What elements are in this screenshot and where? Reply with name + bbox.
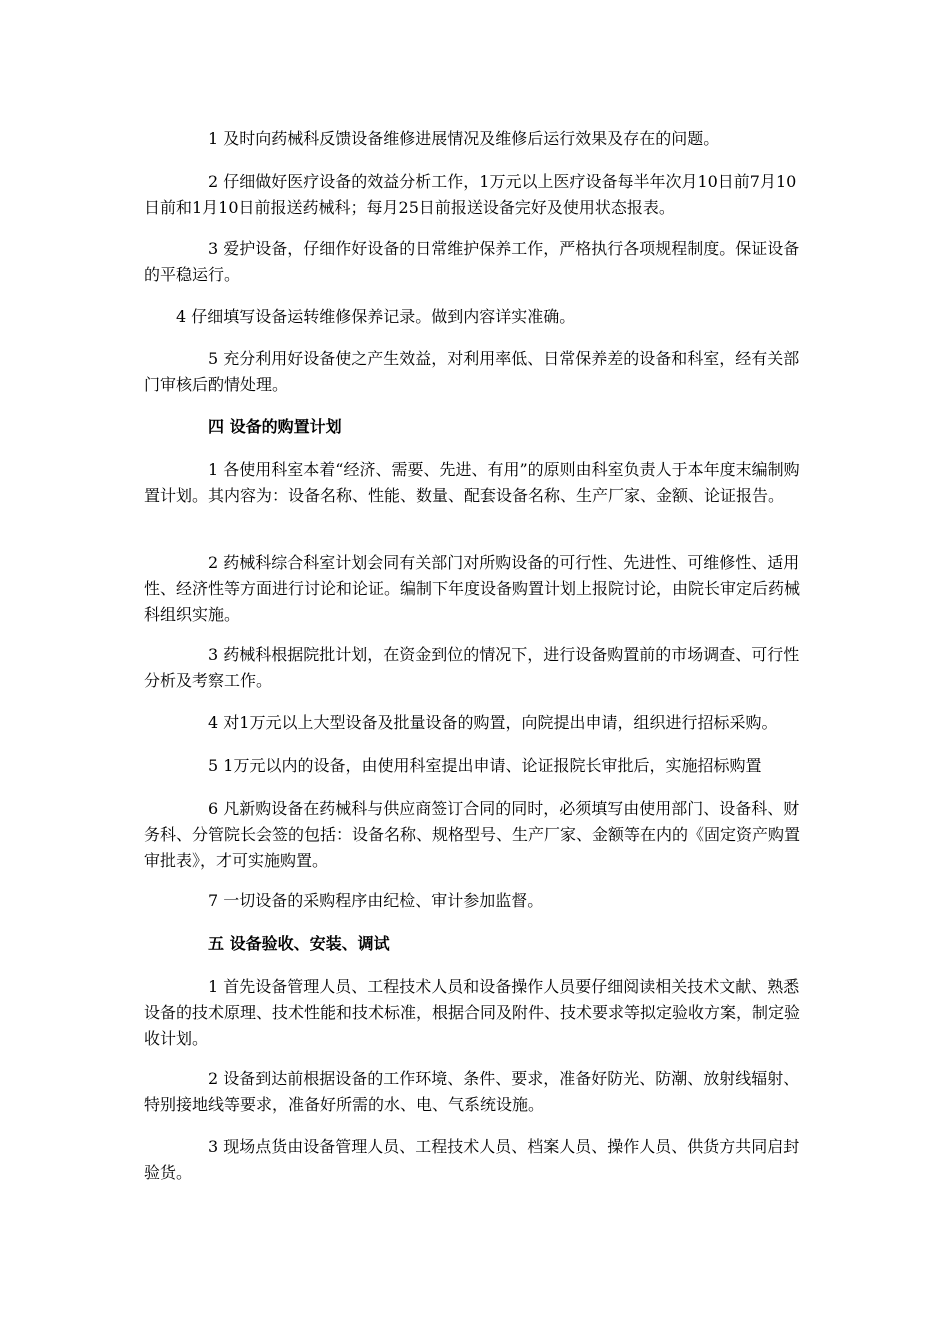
paragraph-4-1: 1 各使用科室本着“经济、需要、先进、有用”的原则由科室负责人于本年度末编制购置计划。其内容为：设备名称、性能、数量、配套设备名称、生产厂家、金额、论证报告。 (144, 460, 800, 505)
section-4-heading: 四 设备的购置计划 (208, 417, 342, 436)
paragraph-4-2: 2 药械科综合科室计划会同有关部门对所购设备的可行性、先进性、可维修性、适用性、经济性等方面进行讨论和论证。编制下年度设备购置计划上报院讨论，由院长审定后药械科组织实施。 (144, 553, 801, 624)
paragraph-3-3: 3 爱护设备，仔细作好设备的日常维护保养工作，严格执行各项规程制度。保证设备的平稳运行。 (144, 239, 800, 284)
paragraph-3-4: 4 仔细填写设备运转维修保养记录。做到内容详实准确。 (176, 307, 576, 326)
paragraph-5-1: 1 首先设备管理人员、工程技术人员和设备操作人员要仔细阅读相关技术文献、熟悉设备的技术原理、技术性能和技术标准，根据合同及附件、技术要求等拟定验收方案，制定验收计划。 (144, 977, 801, 1048)
paragraph-4-5: 5 1万元以内的设备，由使用科室提出申请、论证报院长审批后，实施招标购置 (208, 756, 762, 775)
paragraph-4-7: 7 一切设备的采购程序由纪检、审计参加监督。 (208, 891, 544, 910)
paragraph-4-3: 3 药械科根据院批计划，在资金到位的情况下，进行设备购置前的市场调查、可行性分析及考察工作。 (144, 645, 800, 690)
paragraph-4-6: 6 凡新购设备在药械科与供应商签订合同的同时，必须填写由使用部门、设备科、财务科、分管院长会签的包括：设备名称、规格型号、生产厂家、金额等在内的《固定资产购置审批表》，才可实施购置。 (144, 799, 801, 870)
section-5-heading: 五 设备验收、安装、调试 (208, 934, 390, 953)
paragraph-3-2: 2 仔细做好医疗设备的效益分析工作，1万元以上医疗设备每半年次月10日前7月10日前和1月10日前报送药械科；每月25日前报送设备完好及使用状态报表。 (144, 172, 797, 217)
paragraph-3-1: 1 及时向药械科反馈设备维修进展情况及维修后运行效果及存在的问题。 (208, 129, 720, 148)
paragraph-5-2: 2 设备到达前根据设备的工作环境、条件、要求，准备好防光、防潮、放射线辐射、特别接地线等要求，准备好所需的水、电、气系统设施。 (144, 1069, 800, 1114)
paragraph-3-5: 5 充分利用好设备使之产生效益，对利用率低、日常保养差的设备和科室，经有关部门审核后酌情处理。 (144, 349, 800, 394)
paragraph-5-3: 3 现场点货由设备管理人员、工程技术人员、档案人员、操作人员、供货方共同启封验货。 (144, 1137, 800, 1182)
paragraph-4-4: 4 对1万元以上大型设备及批量设备的购置，向院提出申请，组织进行招标采购。 (208, 713, 778, 732)
